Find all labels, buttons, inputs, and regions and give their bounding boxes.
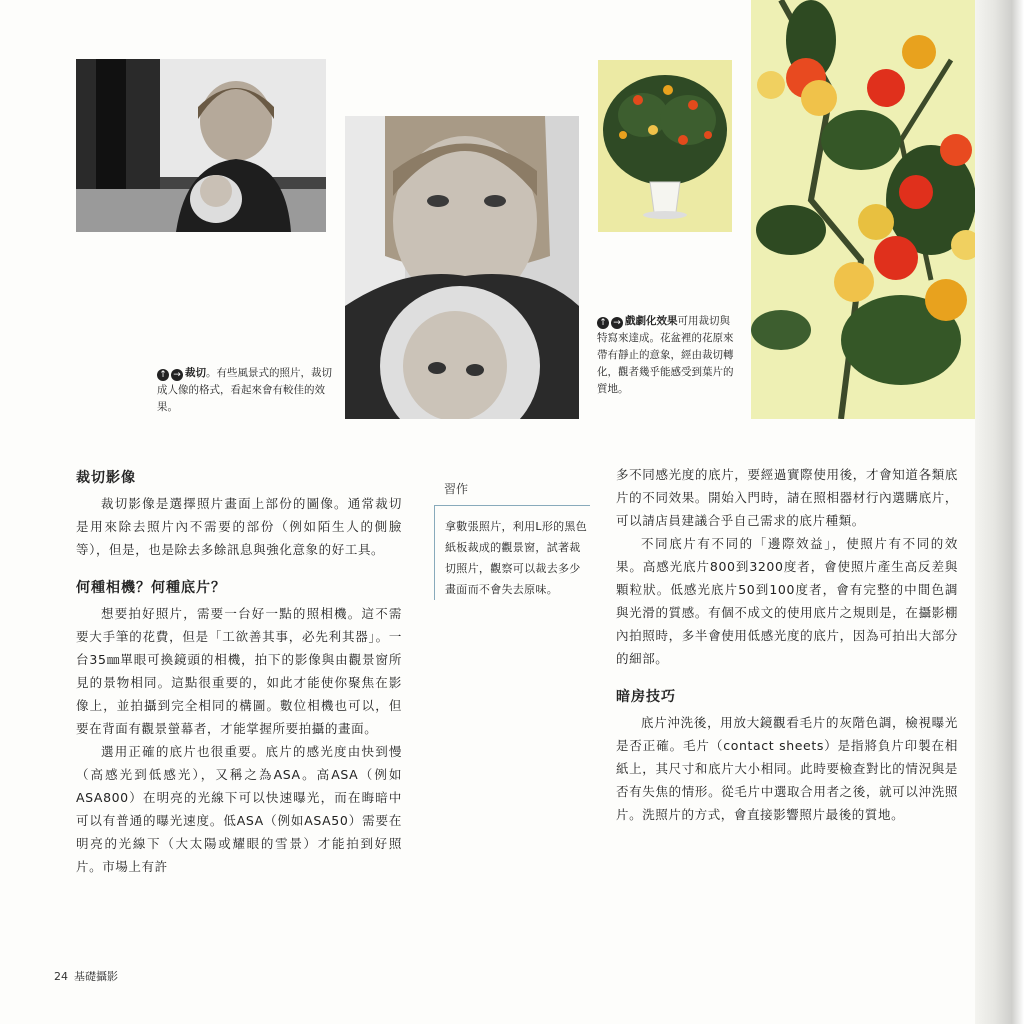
arrow-right-icon: → [611, 317, 623, 329]
exercise-text: 拿數張照片，利用L形的黑色紙板裁成的觀景窗，試著裁切照片，觀察可以裁去多少畫面而不會失去原味。 [445, 520, 588, 596]
arrow-icons [157, 365, 185, 382]
paragraph: 選用正確的底片也很重要。底片的感光度由快到慢（高感光到低感光），又稱之為ASA。高ASA（例如ASA800）在明亮的光線下可以快速曝光，而在晦暗中可以有普通的曝光速度。低ASA（例如ASA50）需要在明亮的光線下（大太陽或耀眼的雪景）才能拍到好照片。市場上有許 [76, 744, 402, 874]
exercise-title: 習作 [444, 482, 469, 496]
book-spine-shadow [975, 0, 1024, 1024]
paragraph: 底片沖洗後，用放大鏡觀看毛片的灰階色調，檢視曝光是否正確。毛片（contact sheets）是指將負片印製在相紙上，其尺寸和底片大小相同。此時要檢查對比的情況與是否有失焦的情形。從毛片中選取合用者之後，就可以沖洗照片。洗照片的方式，會直接影響照片最後的質地。 [616, 715, 958, 822]
photo-girl-window [76, 59, 326, 232]
photo-girl-doll-cropped [345, 116, 579, 419]
photo-potted-plant [598, 60, 732, 232]
paragraph: 想要拍好照片，需要一台好一點的照相機。這不需要大手筆的花費，但是「工欲善其事，必先利其器」。一台35㎜單眼可換鏡頭的相機，拍下的影像與由觀景窗所見的景物相同。這點很重要的，如此才能使你聚焦在影像上，並拍攝到完全相同的構圖。數位相機也可以，但要在背面有觀景螢幕者，才能掌握所要拍攝的畫面。 [76, 606, 402, 736]
photo-fruit-closeup [751, 0, 981, 419]
caption-crop [157, 365, 332, 416]
caption-drama-bold: 戲劇化效果 [625, 315, 678, 327]
arrow-up-icon: ↑ [157, 369, 169, 381]
arrow-right-icon: → [171, 369, 183, 381]
left-column [76, 467, 402, 878]
arrow-icons [597, 313, 625, 330]
paragraph: 不同底片有不同的「邊際效益」，使照片有不同的效果。高感光底片800到3200度者，會使照片產生高反差與顆粒狀。低感光底片50到100度者，會有完整的中間色調與光滑的質感。有個不成文的使用底片之規則是，在攝影棚內拍照時，多半會使用低感光度的底片，因為可拍出大部分的細部。 [616, 536, 958, 666]
heading-cropping: 裁切影像 [76, 470, 136, 486]
caption-drama-text: 可用裁切與特寫來達成。花盆裡的花原來帶有靜止的意象，經由裁切轉化，觀者幾乎能感受到葉片的質地。 [597, 315, 734, 395]
heading-camera-film: 何種相機？何種底片？ [76, 580, 226, 596]
arrow-up-icon: ↑ [597, 317, 609, 329]
exercise-box [434, 505, 590, 600]
right-column [616, 463, 958, 826]
book-title: 基礎攝影 [74, 970, 118, 983]
page-number: 24 [54, 970, 68, 983]
caption-crop-text: 。有些風景式的照片，裁切成人像的格式，看起來會有較佳的效果。 [157, 367, 332, 413]
heading-darkroom: 暗房技巧 [616, 689, 676, 705]
paragraph: 多不同感光度的底片，要經過實際使用後，才會知道各類底片的不同效果。開始入門時，請在照相器材行內選購底片，可以請店員建議合乎自己需求的底片種類。 [616, 467, 958, 528]
caption-crop-bold: 裁切 [185, 367, 206, 379]
page-footer [54, 968, 118, 984]
caption-drama [597, 313, 737, 398]
paragraph: 裁切影像是選擇照片畫面上部份的圖像。通常裁切是用來除去照片內不需要的部份（例如陌生人的側臉等），但是，也是除去多餘訊息與強化意象的好工具。 [76, 496, 402, 557]
